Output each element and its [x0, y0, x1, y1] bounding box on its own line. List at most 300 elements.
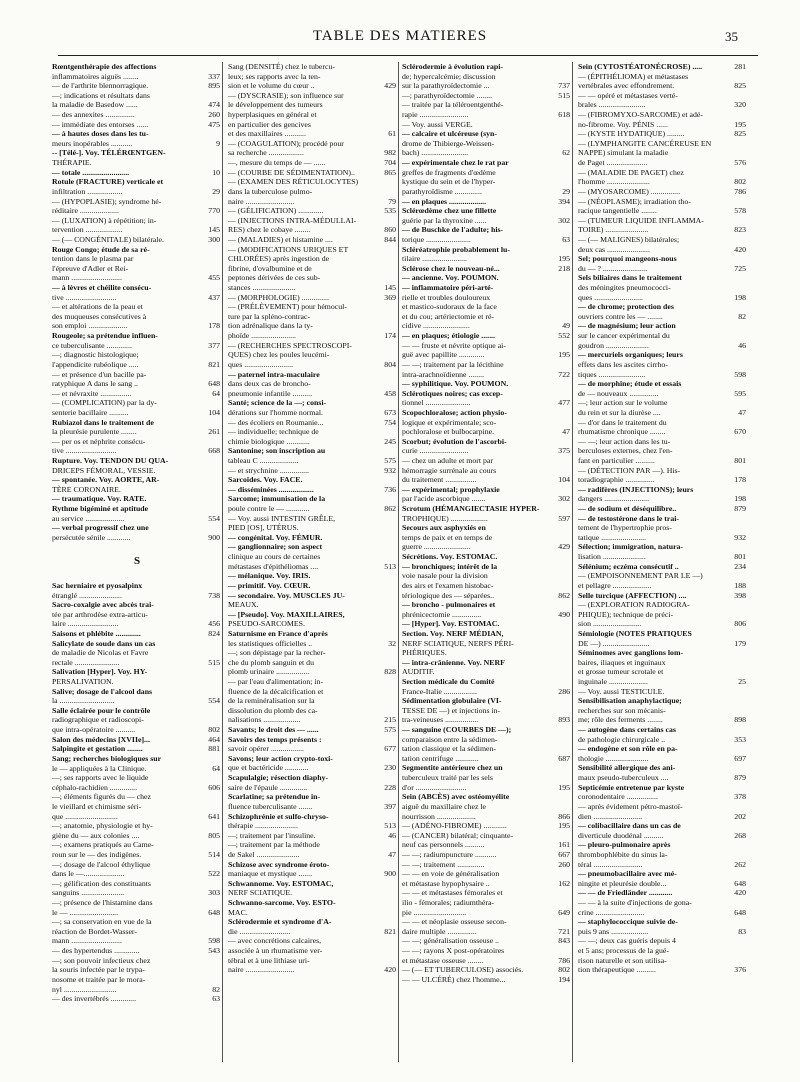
page-reference: 801 [734, 455, 746, 465]
index-entry-line [578, 610, 748, 620]
index-entry-line [228, 898, 398, 908]
index-entry-line [402, 360, 572, 370]
index-entry-line [578, 370, 748, 380]
page-reference: 25 [738, 677, 746, 686]
entry-text: dans la tuberculose pulmo- [228, 186, 313, 196]
entry-text: — d'or dans le traitement du [578, 417, 667, 427]
entry-text: tionnel ....................... [402, 398, 471, 408]
entry-text: persécutée sénile ............ [52, 532, 131, 542]
entry-text: la pleurésie purulente ........ [52, 427, 137, 437]
index-entry-line [52, 418, 222, 428]
page-reference: 104 [208, 407, 220, 417]
index-entry-line [52, 139, 222, 149]
index-entry-line [52, 446, 222, 456]
index-entry-line [228, 283, 398, 293]
entry-text: — (— MALIGNES) bilatérales; [578, 234, 680, 244]
index-entry-line [578, 965, 748, 975]
index-entry-line [52, 360, 222, 370]
index-entry-line [52, 514, 222, 524]
page-reference: 802 [734, 177, 746, 187]
index-entry-line [578, 917, 748, 927]
entry-text: — à lèvres et chéilite consécu- [52, 283, 152, 293]
index-entry-line [578, 600, 748, 610]
index-entry-line [228, 418, 398, 428]
page-reference: 195 [558, 254, 570, 264]
entry-text: Scapulalgie; résection diaphy- [228, 773, 329, 783]
index-entry-line [402, 177, 572, 187]
index-entry-line [402, 658, 572, 668]
index-entry-line [578, 168, 748, 178]
index-entry-line [52, 840, 222, 850]
entry-text: — (TUMEUR LIQUIDE INFLAMMA- [578, 215, 704, 225]
entry-text: tuberculeux traité par les sels [402, 773, 493, 783]
index-entry-line [52, 667, 222, 677]
page-reference: 195 [558, 350, 570, 360]
index-entry-line [228, 427, 398, 437]
index-entry-line [228, 927, 398, 937]
page-reference: 286 [558, 686, 570, 696]
entry-text: — pneumobacillaire avec mé- [578, 869, 677, 879]
entry-text: no-fibrome. Voy. PÉNIS ...... [578, 119, 668, 129]
entry-text: — (DYSCRASIE); son influence sur [228, 90, 344, 100]
index-entry-line [578, 62, 748, 72]
entry-text: Saturnisme en France d'après [228, 628, 328, 638]
entry-text: — sanguine (COURBES DE —); [402, 725, 512, 735]
entry-text: Sélénium; eczéma consécutif .. [578, 561, 679, 571]
entry-text: effets dans les ascites cirrho- [578, 359, 668, 369]
entry-text: — (— CONGÉNITALE) bilatérale. [52, 234, 164, 244]
index-entry-line [578, 927, 748, 937]
entry-text: rectale ....................... [52, 657, 120, 667]
page-reference: 394 [558, 196, 570, 206]
index-entry-line [578, 706, 748, 716]
page-reference: 786 [734, 186, 746, 196]
entry-text: NERF SCIATIQUE, NERFS PÉRI- [402, 638, 514, 648]
entry-text: — (FIBROMYXO-SARCOME) et adé- [578, 110, 703, 120]
index-entry-line [228, 514, 398, 524]
index-entry-line [402, 735, 572, 745]
page-reference: 145 [208, 225, 220, 235]
page-header [0, 28, 800, 50]
page-reference: 879 [734, 504, 746, 514]
index-entry-line [228, 350, 398, 360]
index-entry-line [578, 321, 748, 331]
entry-text: — [Hyper]. Voy. ESTOMAC. [402, 619, 500, 629]
index-entry-line [228, 802, 398, 812]
index-entry-line [228, 72, 398, 82]
entry-text: tion thérapeutique .......... [578, 965, 656, 975]
entry-text: pochloralose et bulbocarpine. [402, 427, 495, 437]
page-reference: 245 [384, 436, 396, 446]
entry-text: dissolution du plomb des ca- [228, 705, 318, 715]
entry-text: — inflammatoire péri-arté- [402, 283, 494, 293]
entry-text: neuf cas personnels .......... [402, 840, 485, 850]
index-entry-line [578, 898, 748, 908]
page-reference: 46 [738, 340, 746, 350]
index-entry-line [578, 100, 748, 110]
index-entry-line [228, 658, 398, 668]
entry-text: Scrotum (HÉMANGIECTASIE HYPER- [402, 504, 540, 514]
entry-text: CHLORÉES) après ingestion de [228, 254, 330, 264]
entry-text: leux; ses rapports avec la ten- [228, 71, 321, 81]
entry-text: rhumatisme chronique ........ [578, 427, 666, 437]
entry-text: son emploi .................... [52, 321, 128, 331]
entry-text: rielle et troubles douloureux [402, 292, 491, 302]
index-entry-line [228, 783, 398, 793]
index-entry-line [52, 802, 222, 812]
page-reference: 429 [558, 542, 570, 552]
index-entry-line [228, 735, 398, 745]
entry-text: et du cou; artériectomie et ré- [402, 311, 494, 321]
entry-text: Rubiazol dans le traitement de [52, 417, 154, 427]
entry-text: parathyroïdisme .............. [402, 186, 482, 196]
index-entry-line [52, 456, 222, 466]
entry-text: Santonine; son inscription au [228, 446, 326, 456]
index-entry-line [578, 389, 748, 399]
entry-text: fluence tuberculisante ....... [228, 801, 313, 811]
entry-text: — per os et néphrite consécu- [52, 436, 146, 446]
index-entry-line [402, 225, 572, 235]
index-entry-line [228, 129, 398, 139]
entry-text: nourrisson .................... [402, 811, 476, 821]
index-entry-line [402, 81, 572, 91]
entry-text: Septicémie entretenue par kyste [578, 782, 685, 792]
entry-text: le développement des tumeurs [228, 100, 323, 110]
page-reference: 104 [558, 475, 570, 485]
entry-text: Salivation [Hyper]. Voy. HY- [52, 667, 148, 677]
index-entry-line [52, 370, 222, 380]
entry-text: Salpingite et gestation ........ [52, 744, 143, 754]
entry-text: au service .................... [52, 513, 125, 523]
index-entry-line [228, 619, 398, 629]
page-reference: 578 [734, 206, 746, 216]
index-entry-line [228, 475, 398, 485]
page-reference: 195 [734, 119, 746, 129]
entry-text: — et altérations de la peau et [52, 302, 143, 312]
index-entry-line [578, 542, 748, 552]
entry-text: — (MODIFICATIONS URIQUES ET [228, 244, 349, 254]
index-entry-line [402, 321, 572, 331]
index-entry-line [402, 725, 572, 735]
entry-text: — de l'arthrite blennorragique. [52, 81, 149, 91]
index-entry-line [578, 562, 748, 572]
page-reference: 801 [734, 552, 746, 562]
entry-text: tilaire ....................... [402, 254, 467, 264]
page-reference: 900 [384, 869, 396, 879]
page-reference: 895 [208, 81, 220, 91]
page-reference: 737 [558, 81, 570, 91]
index-entry-line [228, 504, 398, 514]
index-entry-line [402, 475, 572, 485]
entry-text: Rythme bigéminé et aptitude [52, 504, 149, 514]
entry-text: —; éléments figurés du — chez [52, 792, 151, 802]
page-reference: 862 [384, 504, 396, 514]
entry-text: Sels biliaires dans le traitement [578, 273, 682, 283]
entry-text: THÉRAPIE. [52, 158, 92, 168]
index-entry-line [402, 379, 572, 389]
index-entry-line [228, 523, 398, 533]
index-entry-line [228, 591, 398, 601]
index-entry-line [228, 235, 398, 245]
entry-text: mann .......................... [52, 936, 122, 946]
entry-text: de pathologie chirurgicale .. [578, 734, 666, 744]
index-entry-line [402, 466, 572, 476]
entry-text: PHIQUE); technique de préci- [578, 609, 674, 619]
page-reference: 474 [208, 100, 220, 110]
index-entry-line [228, 860, 398, 870]
entry-text: — — et néoplasie osseuse secon- [402, 917, 507, 927]
entry-text: et mastico-sudoraux de la face [402, 302, 497, 312]
index-entry-line [578, 677, 748, 687]
page-reference: 770 [208, 206, 220, 216]
page-reference: 828 [384, 667, 396, 677]
index-entry-line [402, 504, 572, 514]
index-entry-line [52, 956, 222, 966]
entry-text: inflammatoires aiguës ........ [52, 71, 139, 81]
index-entry-line [578, 936, 748, 946]
index-entry-line [578, 629, 748, 639]
entry-text: — de sodium et déséquilibre.. [578, 504, 677, 514]
entry-text: — Voy. aussi TESTICULE. [578, 686, 665, 696]
index-entry-line [402, 975, 572, 985]
index-entry-line [578, 72, 748, 82]
index-column-2 [228, 62, 399, 1062]
entry-text: Schwannome. Voy. ESTOMAC, [228, 878, 334, 888]
entry-text: NERF SCIATIQUE. [228, 888, 293, 898]
entry-text: plomb urinaire ................. [228, 667, 310, 677]
index-entry-line [402, 168, 572, 178]
page-reference: 64 [212, 763, 220, 773]
index-entry-line [402, 283, 572, 293]
entry-text: — endogène et son rôle en pa- [578, 744, 678, 754]
entry-text: et des maxillaires ........... [228, 129, 306, 139]
index-entry-line [578, 148, 748, 158]
index-entry-line [402, 879, 572, 889]
index-entry-line [228, 840, 398, 850]
page-reference: 900 [208, 532, 220, 542]
entry-text: dérations sur l'homme normal. [228, 407, 323, 417]
index-entry-line [228, 177, 398, 187]
index-entry-line [52, 72, 222, 82]
entry-text: — (COAGULATION); procédé pour [228, 138, 344, 148]
entry-text: -- [Télé-]. Voy. TÉLÉRŒNTGEN- [52, 148, 166, 158]
entry-text: tériologique des — séparées.. [402, 590, 495, 600]
index-column-4 [578, 62, 748, 975]
page-reference: 10 [212, 167, 220, 177]
entry-text: —; dosage de l'alcool éthylique [52, 859, 151, 869]
entry-text: giène du — aux colonies .... [52, 830, 140, 840]
entry-text: — et névraxite ................ [52, 388, 132, 398]
index-entry-line [52, 965, 222, 975]
entry-text: — Voy. aussi VERGE. [402, 119, 473, 129]
index-entry-line [402, 591, 572, 601]
entry-text: — — et métastases fémorales et [402, 888, 503, 898]
entry-text: diverticule duodénal .......... [578, 830, 664, 840]
page-reference: 515 [208, 657, 220, 667]
entry-text: Sclérœdème chez une fillette [402, 206, 497, 216]
entry-text: — totale ........................ [52, 167, 130, 177]
page-reference: 823 [734, 225, 746, 235]
entry-text: téral ......................... [578, 859, 643, 869]
index-entry-line [578, 331, 748, 341]
index-entry-line [52, 850, 222, 860]
page-reference: 268 [734, 830, 746, 840]
index-entry-line [228, 216, 398, 226]
page-reference: 514 [208, 849, 220, 859]
entry-text: — autogène dans certains cas [578, 725, 676, 735]
entry-text: tra-veineuses ................. [402, 715, 479, 725]
page-reference: 303 [208, 888, 220, 898]
index-entry-line [228, 341, 398, 351]
page-reference: 879 [734, 773, 746, 783]
entry-text: —, mesure du temps de — ...... [228, 158, 326, 168]
entry-text: guérie par la thyroxine ...... [402, 215, 487, 225]
index-entry-line [402, 888, 572, 898]
entry-text: Salicylate de soude dans un cas [52, 638, 156, 648]
index-entry-line [402, 341, 572, 351]
page-reference: 932 [384, 465, 396, 475]
entry-text: —; gélification des constituants [52, 878, 151, 888]
entry-text: Séminomes avec ganglions lom- [578, 648, 684, 658]
index-entry-line [228, 552, 398, 562]
page-reference: 721 [558, 926, 570, 936]
entry-text: thologie ...................... [578, 753, 649, 763]
index-entry-line [228, 148, 398, 158]
index-entry-line [52, 245, 222, 255]
index-entry-line [228, 821, 398, 831]
entry-text: Sécrétions. Voy. ESTOMAC. [402, 552, 498, 562]
entry-text: — bronchiques; intérêt de la [402, 561, 498, 571]
index-entry-line [228, 302, 398, 312]
page-reference: 598 [208, 936, 220, 946]
page-reference: 455 [208, 273, 220, 283]
index-entry-line [402, 898, 572, 908]
page-reference: 535 [384, 206, 396, 216]
entry-text: l'homme ...................... [578, 177, 650, 187]
index-entry-line [228, 773, 398, 783]
index-entry-line [578, 206, 748, 216]
index-entry-line [402, 696, 572, 706]
entry-text: céphalo-rachidien .............. [52, 782, 138, 792]
index-entry-line [578, 821, 748, 831]
entry-text: MAC. [228, 907, 248, 917]
entry-text: — (MALADIES) et histamine .... [228, 234, 333, 244]
entry-text: — — fruste et névrite optique ai- [402, 340, 506, 350]
entry-text: Saisons et phlébite ............. [52, 628, 141, 638]
entry-text: — (MORPHOLOGIE) .............. [228, 292, 329, 302]
index-entry-line [228, 648, 398, 658]
index-entry-line [402, 850, 572, 860]
entry-text: Salle éclairée pour le contrôle [52, 705, 151, 715]
index-entry-line [578, 254, 748, 264]
page-reference: 62 [562, 148, 570, 158]
entry-text: et métastase hypophysaire .. [402, 878, 490, 888]
index-entry-line [228, 754, 398, 764]
entry-text: — des annexites ............... [52, 110, 135, 120]
page-reference: 215 [384, 715, 396, 725]
entry-text: — des hypertendus ............. [52, 946, 140, 956]
entry-text: roun sur le — des indigènes. [52, 849, 142, 859]
index-entry-line [578, 571, 748, 581]
index-entry-line [228, 370, 398, 380]
index-entry-line [578, 283, 748, 293]
page-reference: 9 [216, 138, 220, 148]
index-entry-line [228, 946, 398, 956]
entry-text: Sélection; immigration, natura- [578, 542, 684, 552]
index-entry-line [402, 908, 572, 918]
entry-text: des airs et l'examen histobac- [402, 580, 494, 590]
page-reference: 648 [734, 907, 746, 917]
index-entry-line [578, 418, 748, 428]
index-entry-line [52, 235, 222, 245]
entry-text: crine ......................... [578, 907, 645, 917]
index-entry-line [402, 418, 572, 428]
entry-text: — ancienne. Voy. POUMON. [402, 273, 499, 283]
index-entry-line [578, 648, 748, 658]
entry-text: — verbal progressif chez une [52, 523, 149, 533]
entry-text: Sein (ABCÈS) avec ostéomyélite [402, 792, 510, 802]
page-reference: 198 [734, 292, 746, 302]
entry-text: — —; traitement par la lécithine [402, 359, 504, 369]
index-entry-line [578, 639, 748, 649]
index-entry-line [578, 744, 748, 754]
entry-text: nyl ........................... [52, 984, 117, 994]
index-entry-line [578, 350, 748, 360]
index-entry-line [402, 552, 572, 562]
page-reference: 29 [562, 186, 570, 196]
entry-text: stances ...................... [228, 283, 296, 293]
page-reference: 162 [558, 878, 570, 888]
index-entry-line [52, 273, 222, 283]
page-reference: 982 [384, 148, 396, 158]
index-entry-line [228, 456, 398, 466]
index-entry-line [578, 735, 748, 745]
entry-text: — (RECHERCHES SPECTROSCOPI- [228, 340, 352, 350]
entry-text: rison naturelle et son utilisa- [578, 955, 667, 965]
index-entry-line [52, 600, 222, 610]
entry-text: ningite et pleurésie double... [578, 878, 667, 888]
index-entry-line [578, 763, 748, 773]
page-reference: 420 [734, 244, 746, 254]
entry-text: TROPHIQUE) ................... [402, 513, 488, 523]
index-entry-line [52, 629, 222, 639]
index-entry-line [228, 158, 398, 168]
index-entry-line [578, 812, 748, 822]
index-entry-line [52, 610, 222, 620]
page-reference: 597 [558, 513, 570, 523]
entry-text: — traumatique. Voy. RATE. [52, 494, 147, 504]
page-reference: 618 [558, 110, 570, 120]
index-entry-line [52, 571, 222, 581]
entry-text: kystique du sein et de l'hyper- [402, 177, 496, 187]
page-reference: 738 [208, 590, 220, 600]
entry-text: Sarcoïdes. Voy. FACE. [228, 475, 303, 485]
entry-text: tation classique et la sédimen- [402, 744, 496, 754]
entry-text: — [Pseudo]. Voy. MAXILLAIRES, [228, 609, 345, 619]
entry-text: de; hypercalcémie; discussion [402, 71, 496, 81]
index-entry-line [402, 62, 572, 72]
index-entry-line [402, 802, 572, 812]
entry-text: racique tangentielle ........ [578, 206, 657, 216]
entry-text: berculoses externes, chez l'en- [578, 446, 673, 456]
index-entry-line [402, 581, 572, 591]
index-entry-line [52, 860, 222, 870]
page-reference: 179 [734, 638, 746, 648]
entry-text: inguinale .................... [578, 677, 648, 686]
entry-text: d'or .......................... [402, 782, 467, 792]
entry-text: —; traitement par la méthode [228, 840, 320, 850]
page-reference: 46 [388, 830, 396, 840]
